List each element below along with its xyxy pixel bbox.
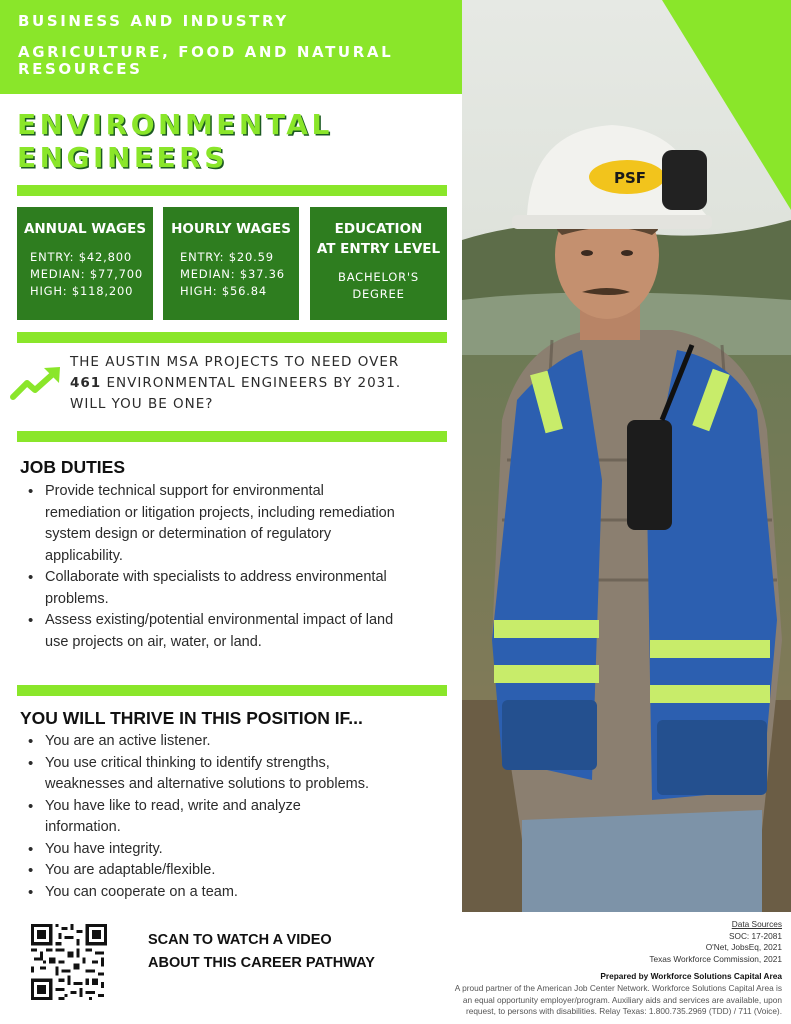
list-item xyxy=(45,567,450,610)
list-item-line: use projects on air, water, or land. xyxy=(45,633,262,650)
projection-line-1: THE AUSTIN MSA PROJECTS TO NEED OVER xyxy=(70,354,400,370)
list-item-line: applicability. xyxy=(45,547,123,564)
source-onet: O'Net, JobsEq, 2021 xyxy=(705,942,782,953)
projection-line-2: ENVIRONMENTAL ENGINEERS BY 2031. xyxy=(106,375,402,391)
list-item xyxy=(45,610,450,653)
list-item-line: • You have like to read, write and analyze xyxy=(45,797,301,814)
list-item-line: • You use critical thinking to identify strengths, xyxy=(45,754,330,771)
career-pathway: AGRICULTURE, FOOD AND NATURAL RESOURCES xyxy=(18,43,394,78)
list-item-line: • You are an active listener. xyxy=(45,733,211,749)
hourly-median: MEDIAN: $37.36 xyxy=(180,267,285,281)
scan-line-1: SCAN TO WATCH A VIDEO xyxy=(148,932,332,948)
prepared-by: Prepared by Workforce Solutions Capital Area xyxy=(600,971,782,982)
helmet-sticker: PSF xyxy=(614,169,647,187)
hourly-wages-heading: HOURLY WAGES xyxy=(171,221,291,237)
hourly-wages-box xyxy=(163,207,299,320)
annual-wages-heading: ANNUAL WAGES xyxy=(23,221,147,237)
title-line-1: ENVIRONMENTAL xyxy=(17,108,333,141)
scan-line-2: ABOUT THIS CAREER PATHWAY xyxy=(148,955,375,971)
list-item xyxy=(45,753,450,796)
title-line-2: ENGINEERS xyxy=(17,141,228,174)
list-item xyxy=(45,882,450,904)
list-item xyxy=(45,796,450,839)
scan-call-to-action xyxy=(148,929,375,975)
partner-line: an equal opportunity employer/program. Auxiliary aids and services are available, upon xyxy=(462,994,782,1005)
annual-median: MEDIAN: $77,700 xyxy=(30,267,143,281)
list-item-line: • You are adaptable/flexible. xyxy=(45,862,216,878)
education-value-line-2: DEGREE xyxy=(352,287,405,301)
data-sources-label: Data Sources xyxy=(731,919,782,929)
divider-bar xyxy=(17,332,447,343)
list-item-line: • You can cooperate on a team. xyxy=(45,883,238,900)
annual-high: HIGH: $118,200 xyxy=(30,284,134,298)
soc-code: SOC: 17-2081 xyxy=(728,930,782,941)
list-item-line: system design or determination of regulatory xyxy=(45,526,332,542)
industry-category: BUSINESS AND INDUSTRY xyxy=(18,12,289,30)
thrive-list xyxy=(45,731,450,903)
engineer-photo xyxy=(462,0,791,912)
list-item-line: • Provide technical support for environmental xyxy=(45,483,324,499)
source-twc: Texas Workforce Commission, 2021 xyxy=(649,953,782,964)
list-item xyxy=(45,731,450,753)
projection-number: 461 xyxy=(70,375,102,391)
hourly-high: HIGH: $56.84 xyxy=(180,284,267,298)
category-banner xyxy=(0,0,465,94)
hourly-entry: ENTRY: $20.59 xyxy=(180,250,274,264)
divider-bar xyxy=(17,685,447,696)
list-item-line: weaknesses and alternative solutions to problems. xyxy=(45,776,370,792)
qr-code[interactable] xyxy=(31,924,107,1000)
list-item-line: information. xyxy=(45,819,121,835)
list-item xyxy=(45,481,450,567)
divider-bar xyxy=(17,185,447,196)
job-duties-heading: JOB DUTIES xyxy=(20,457,126,477)
partner-line: A proud partner of the American Job Center Network. Workforce Solutions Capital Area is xyxy=(454,982,782,993)
education-value-line-1: BACHELOR'S xyxy=(338,270,419,284)
education-box xyxy=(310,207,447,320)
divider-bar xyxy=(17,431,447,442)
list-item-line: • Collaborate with specialists to address environmental xyxy=(45,569,387,585)
list-item-line: • Assess existing/potential environmental impact of land xyxy=(45,612,394,628)
education-value xyxy=(310,269,447,303)
page-title xyxy=(17,108,447,174)
annual-wages-box xyxy=(17,207,153,320)
job-duties-list xyxy=(45,481,450,653)
annual-entry: ENTRY: $42,800 xyxy=(30,250,132,264)
list-item xyxy=(45,839,450,861)
trend-up-icon xyxy=(10,365,62,401)
partner-line: request, to persons with disabilities. Relay Texas: 1.800.735.2969 (TDD) / 711 (Voice). xyxy=(465,1006,782,1017)
projection-text xyxy=(70,352,450,415)
education-heading xyxy=(310,219,447,259)
list-item-line: problems. xyxy=(45,590,109,607)
list-item xyxy=(45,860,450,882)
projection-question: WILL YOU BE ONE? xyxy=(70,396,214,412)
education-heading-line-2: AT ENTRY LEVEL xyxy=(316,241,441,257)
list-item-line: • You have integrity. xyxy=(45,840,163,857)
footer-sources xyxy=(442,919,782,1018)
thrive-heading: YOU WILL THRIVE IN THIS POSITION IF... xyxy=(20,708,363,728)
education-heading-line-1: EDUCATION xyxy=(334,221,423,237)
list-item-line: remediation or litigation projects, including remediation xyxy=(45,504,395,521)
